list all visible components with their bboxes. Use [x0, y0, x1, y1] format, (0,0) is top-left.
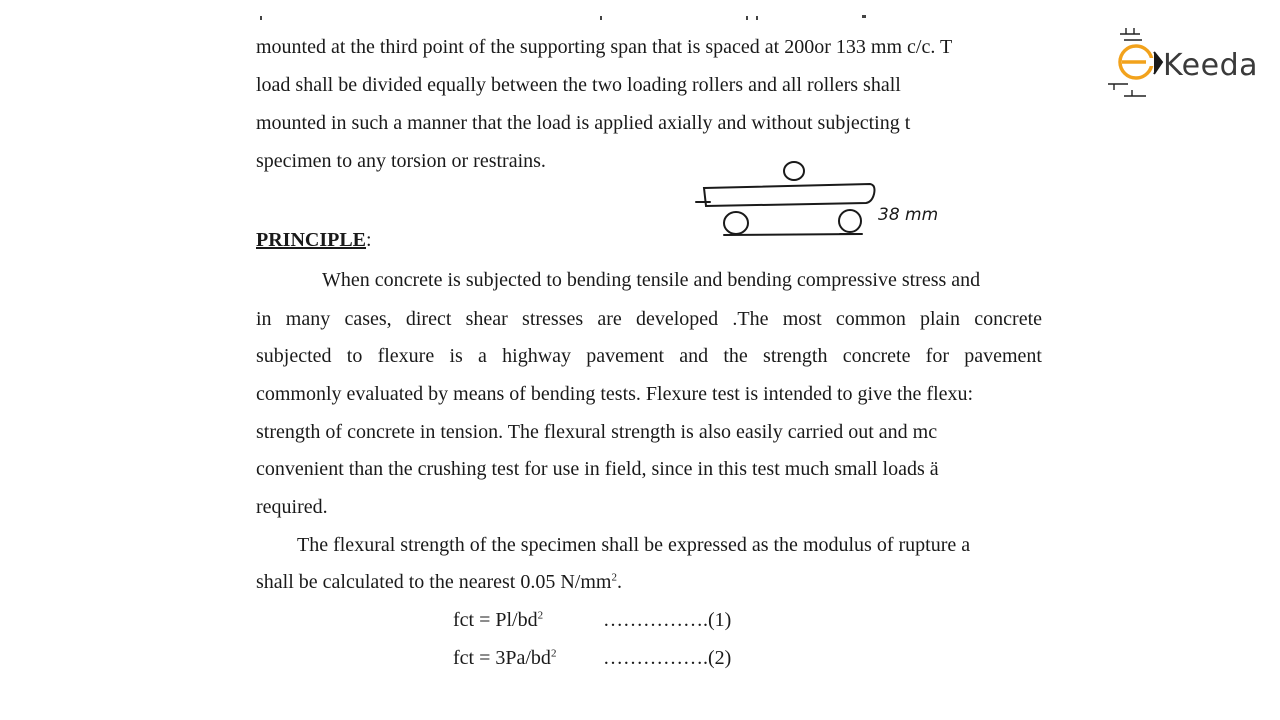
- equation-lhs: fct = Pl/bd: [453, 609, 538, 631]
- section-heading: [256, 228, 372, 252]
- paragraph-line: required.: [256, 496, 328, 518]
- sketch-annotation: 38 mm: [878, 205, 939, 225]
- principle-heading: PRINCIPLE: [256, 229, 367, 251]
- support-roller-right: [839, 210, 861, 232]
- ekeeda-logo: [1106, 26, 1266, 102]
- paragraph-line: load shall be divided equally between the two loading rollers and all rollers shall: [256, 74, 901, 96]
- paragraph-line: subjected to flexure is a highway pavement and the strength concrete for pavement: [256, 345, 1042, 367]
- paragraph-line: [256, 570, 622, 594]
- paragraph-line: strength of concrete in tension. The flexural strength is also easily carried out and mc: [256, 421, 938, 443]
- support-roller-left: [724, 212, 748, 234]
- paragraph-line: commonly evaluated by means of bending tests. Flexure test is intended to give the flexu:: [256, 383, 974, 405]
- beam-specimen: [704, 184, 875, 206]
- equation-1-ref: …………….(1): [603, 609, 732, 631]
- paragraph-line: in many cases, direct shear stresses are developed .The most common plain concrete: [256, 308, 1042, 330]
- equation-2-ref: …………….(2): [603, 647, 732, 669]
- equation-2: [453, 646, 556, 670]
- text-segment: shall be calculated to the nearest 0.05 N/mm: [256, 571, 612, 593]
- load-roller: [784, 162, 804, 180]
- paragraph-line: mounted at the third point of the supporting span that is spaced at 200or 133 mm c/c. T: [256, 36, 953, 58]
- superscript: 2: [537, 609, 544, 622]
- paragraph-line: The flexural strength of the specimen shall be expressed as the modulus of rupture a: [297, 534, 971, 556]
- paragraph-line: When concrete is subjected to bending tensile and bending compressive stress and: [322, 269, 981, 291]
- logo-text: Keeda: [1163, 48, 1259, 83]
- heading-colon: :: [366, 229, 372, 251]
- paragraph-line: convenient than the crushing test for use in field, since in this test much small loads ä: [256, 458, 939, 480]
- equation-lhs: fct = 3Pa/bd: [453, 647, 551, 669]
- superscript: 2: [550, 647, 557, 660]
- superscript: 2: [611, 571, 617, 584]
- text-segment: .: [616, 571, 622, 593]
- clipped-previous-line: [256, 6, 876, 20]
- equation-1: [453, 608, 543, 632]
- beam-roller-sketch: [690, 150, 990, 245]
- paragraph-line: specimen to any torsion or restrains.: [256, 150, 546, 172]
- paragraph-line: mounted in such a manner that the load is applied axially and without subjecting t: [256, 112, 911, 134]
